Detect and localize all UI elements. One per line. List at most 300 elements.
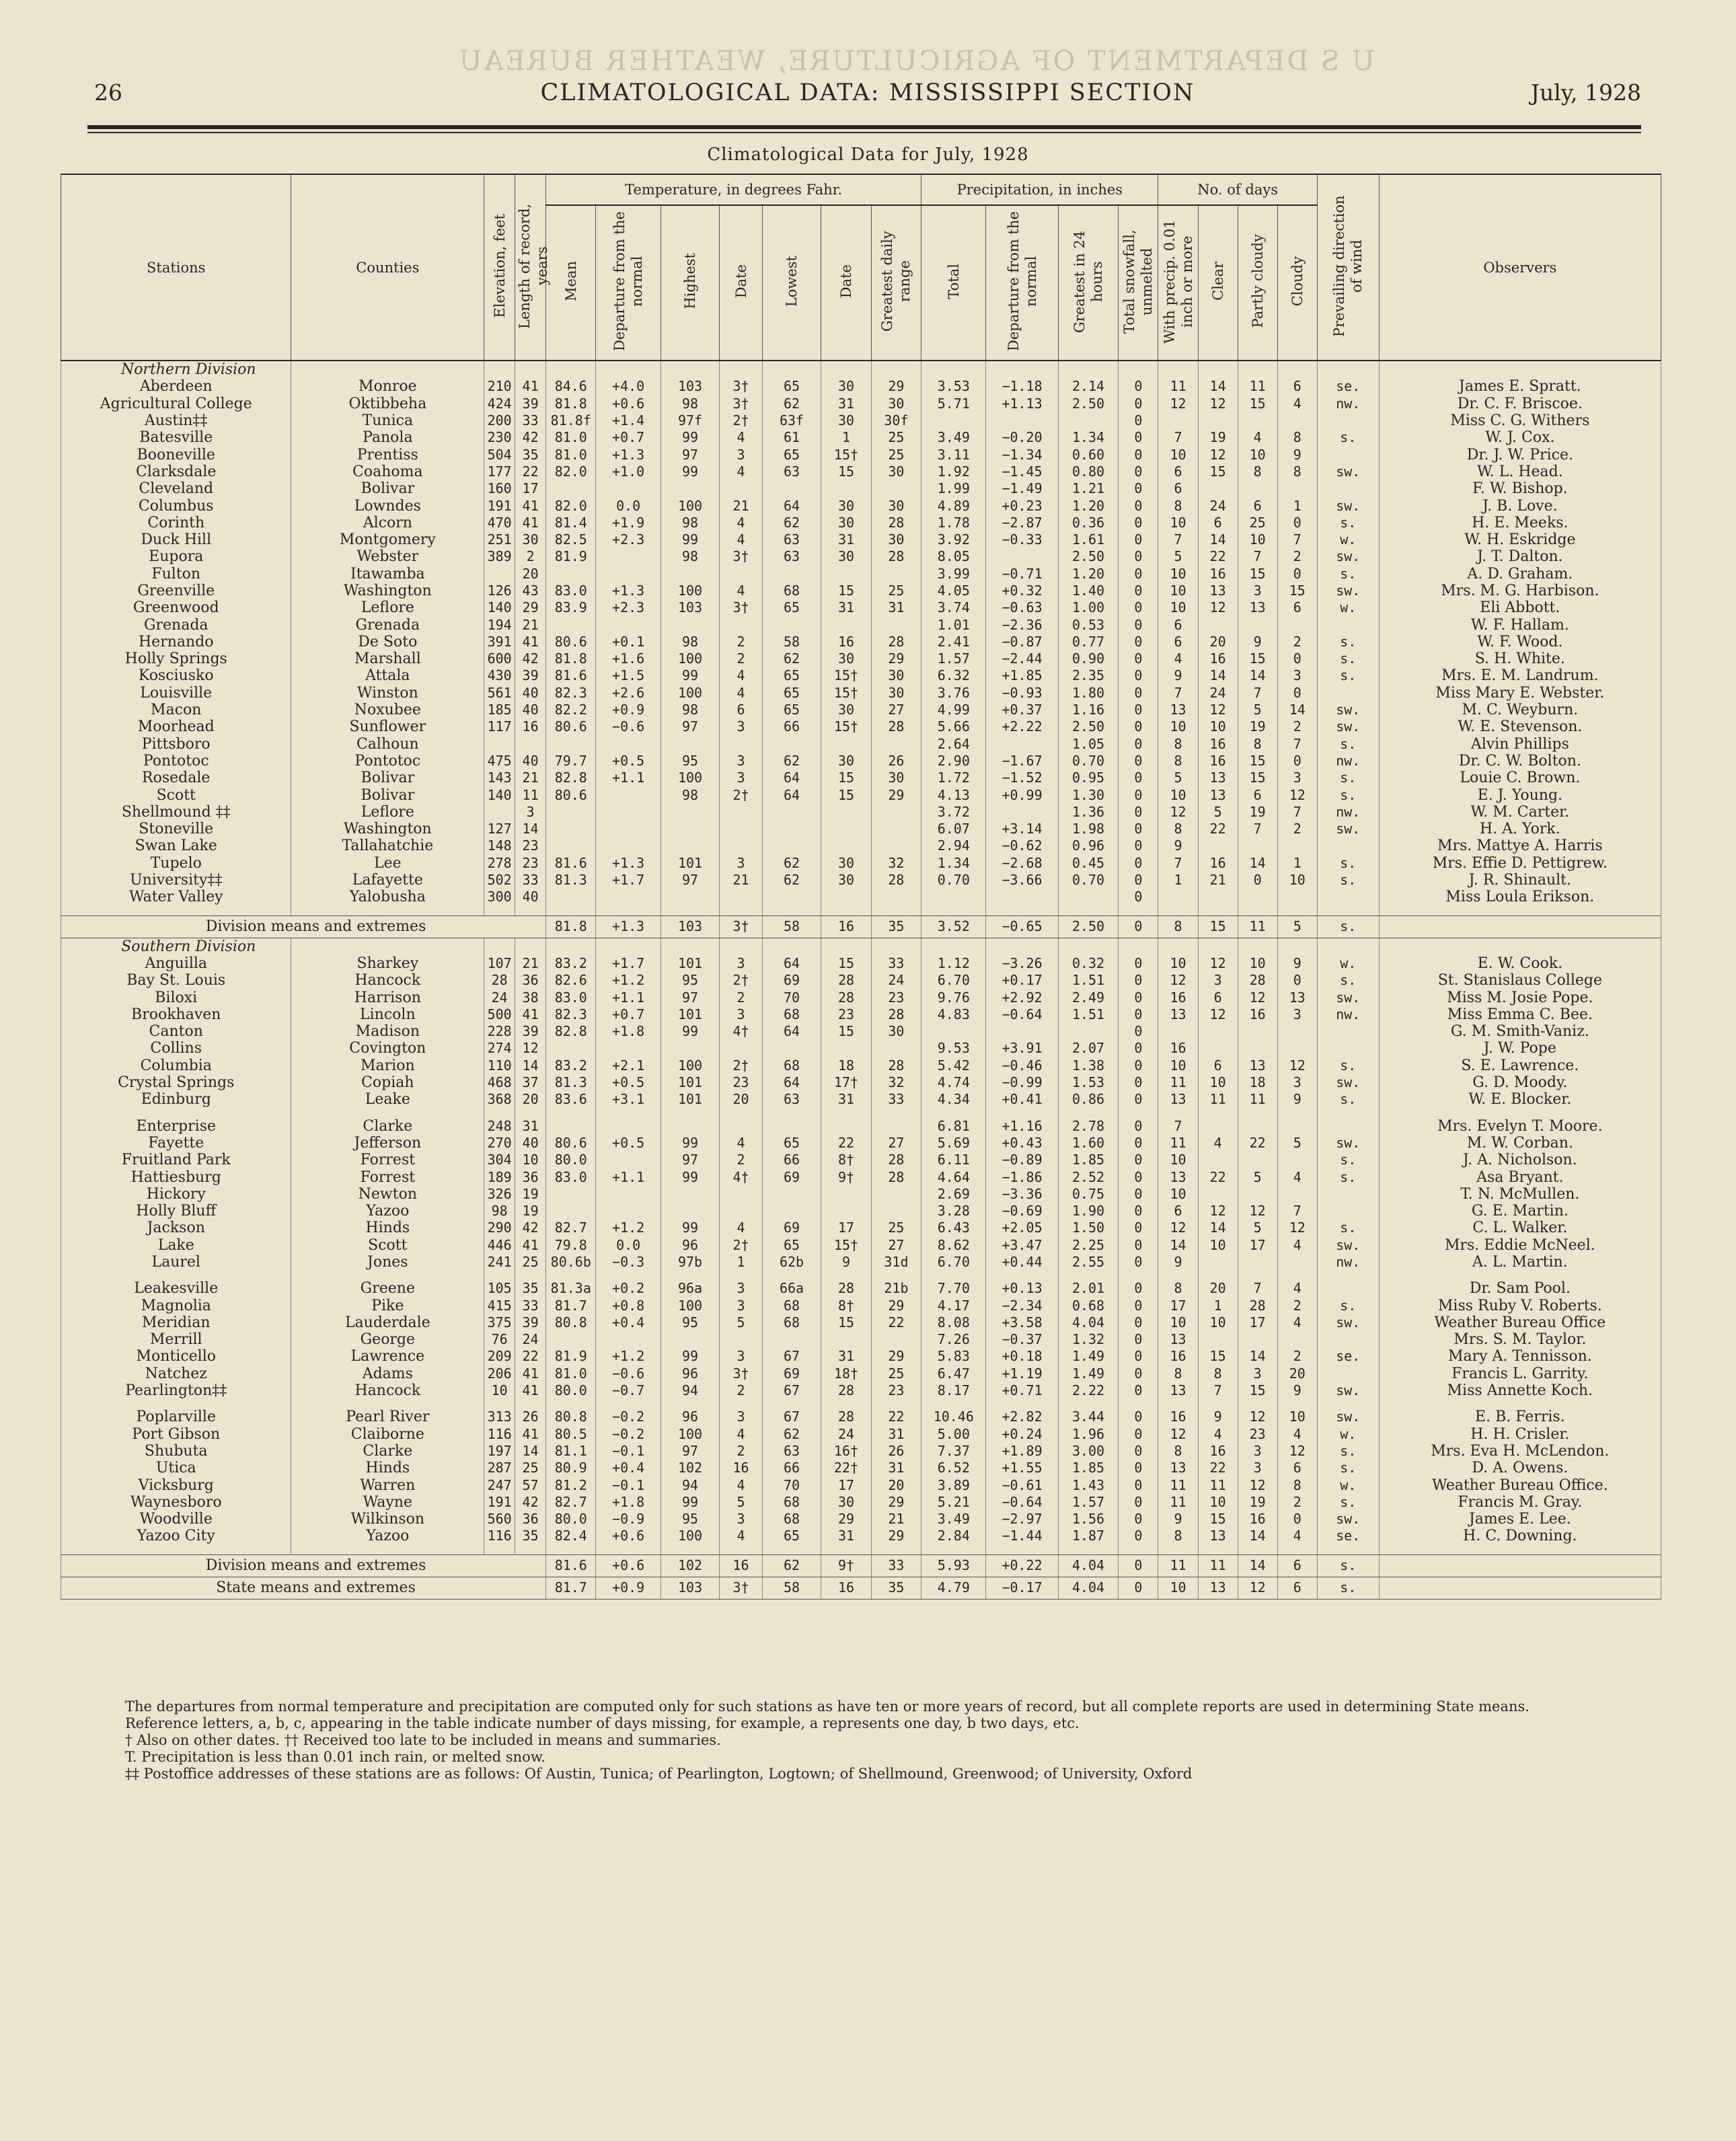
temp-highest: 101 <box>661 1006 720 1023</box>
wind-direction: w. <box>1317 531 1379 548</box>
temp-highest <box>661 1186 720 1203</box>
elevation: 287 <box>484 1460 515 1476</box>
days-clear: 16 <box>1198 650 1238 667</box>
temp-mean: 82.8 <box>546 769 596 786</box>
observer-name: W. E. Stevenson. <box>1379 718 1661 735</box>
col-clear: Clear <box>1209 262 1226 301</box>
spacer-row <box>61 1399 1661 1408</box>
county-name: Hinds <box>291 1460 484 1476</box>
temp-highest <box>661 1331 720 1348</box>
temp-lowest: 65 <box>762 378 821 395</box>
days-clear: 19 <box>1198 429 1238 446</box>
elevation: 470 <box>484 515 515 531</box>
days-cloudy: 5 <box>1277 915 1317 938</box>
temp-lowest: 63f <box>762 412 821 429</box>
days-cloudy: 3 <box>1277 769 1317 786</box>
station-name: Enterprise <box>61 1117 291 1134</box>
days-precip: 11 <box>1158 1135 1198 1152</box>
daily-range: 31 <box>871 599 921 616</box>
temp-departure: −0.9 <box>596 1511 661 1528</box>
days-partly-cloudy: 13 <box>1238 1057 1277 1074</box>
days-cloudy: 14 <box>1277 702 1317 718</box>
col-wind: Prevailing direction of wind <box>1331 194 1365 337</box>
elevation: 415 <box>484 1297 515 1314</box>
wind-direction <box>1317 1186 1379 1203</box>
temp-highest: 98 <box>661 634 720 650</box>
date-highest: 2 <box>720 989 762 1006</box>
observer-name: Mrs. Eddie McNeel. <box>1379 1237 1661 1254</box>
days-cloudy: 0 <box>1277 753 1317 769</box>
days-cloudy: 9 <box>1277 955 1317 972</box>
temp-lowest <box>762 804 821 821</box>
date-highest: 2 <box>720 634 762 650</box>
elevation: 446 <box>484 1237 515 1254</box>
days-partly-cloudy <box>1238 480 1277 497</box>
station-row <box>61 1443 1661 1460</box>
temp-highest: 98 <box>661 548 720 565</box>
precip-departure: +0.24 <box>986 1426 1058 1443</box>
elevation: 230 <box>484 429 515 446</box>
days-partly-cloudy: 14 <box>1238 1554 1277 1577</box>
days-clear: 13 <box>1198 786 1238 803</box>
days-precip: 13 <box>1158 1006 1198 1023</box>
days-cloudy: 12 <box>1277 786 1317 803</box>
days-partly-cloudy <box>1238 1331 1277 1348</box>
temp-mean: 82.0 <box>546 497 596 514</box>
division-label: Southern Division <box>61 938 291 955</box>
days-partly-cloudy <box>1238 837 1277 854</box>
date-highest: 21 <box>720 872 762 889</box>
county-name: Panola <box>291 429 484 446</box>
days-precip: 7 <box>1158 429 1198 446</box>
precip-total: 2.69 <box>921 1186 986 1203</box>
wind-direction <box>1317 1023 1379 1040</box>
station-row <box>61 989 1661 1006</box>
station-row <box>61 804 1661 821</box>
days-partly-cloudy: 7 <box>1238 1280 1277 1297</box>
record-years: 33 <box>515 412 546 429</box>
precip-total <box>921 1023 986 1040</box>
col-precip-days: With precip. 0.01 inch or more <box>1161 219 1195 344</box>
precip-greatest-24h: 3.00 <box>1058 1443 1119 1460</box>
temp-highest: 96 <box>661 1237 720 1254</box>
temp-mean <box>546 837 596 854</box>
observer-name: W. L. Head. <box>1379 463 1661 480</box>
date-lowest: 15† <box>821 685 871 702</box>
precip-departure: −0.33 <box>986 531 1058 548</box>
temp-departure <box>596 616 661 633</box>
station-name: Clarksdale <box>61 463 291 480</box>
days-partly-cloudy: 5 <box>1238 1168 1277 1185</box>
date-lowest: 22† <box>821 1460 871 1476</box>
county-name: Washington <box>291 583 484 599</box>
snowfall: 0 <box>1119 1314 1158 1331</box>
days-cloudy: 3 <box>1277 1006 1317 1023</box>
group-precipitation: Precipitation, in inches <box>921 174 1158 205</box>
days-precip: 10 <box>1158 1152 1198 1168</box>
daily-range: 26 <box>871 1443 921 1460</box>
daily-range <box>871 736 921 753</box>
wind-direction <box>1317 1280 1379 1297</box>
county-name: Yazoo <box>291 1203 484 1219</box>
days-clear: 12 <box>1198 702 1238 718</box>
date-highest: 3 <box>720 446 762 463</box>
northern-means-body <box>61 906 1661 938</box>
temp-mean: 80.0 <box>546 1382 596 1399</box>
col-precip-departure: Departure from the normal <box>1005 211 1039 351</box>
days-partly-cloudy: 10 <box>1238 955 1277 972</box>
county-name: Pontotoc <box>291 753 484 769</box>
days-cloudy <box>1277 480 1317 497</box>
temp-lowest: 64 <box>762 1023 821 1040</box>
station-row <box>61 515 1661 531</box>
precip-departure: +0.41 <box>986 1091 1058 1108</box>
division-heading-row <box>61 361 1661 378</box>
temp-mean: 84.6 <box>546 378 596 395</box>
precip-greatest-24h: 0.36 <box>1058 515 1119 531</box>
temp-highest <box>661 616 720 633</box>
temp-mean: 83.0 <box>546 583 596 599</box>
station-name: Leakesville <box>61 1280 291 1297</box>
days-cloudy: 12 <box>1277 1057 1317 1074</box>
date-lowest: 30 <box>821 650 871 667</box>
precip-greatest-24h: 0.60 <box>1058 446 1119 463</box>
days-partly-cloudy <box>1238 412 1277 429</box>
days-cloudy: 0 <box>1277 515 1317 531</box>
elevation: 107 <box>484 955 515 972</box>
precip-total: 2.84 <box>921 1528 986 1544</box>
days-cloudy <box>1277 616 1317 633</box>
temp-departure: −0.3 <box>596 1254 661 1271</box>
record-years: 21 <box>515 616 546 633</box>
temp-lowest: 69 <box>762 972 821 989</box>
elevation: 241 <box>484 1254 515 1271</box>
station-row <box>61 1091 1661 1108</box>
temp-highest: 94 <box>661 1382 720 1399</box>
state-means-body <box>61 1577 1661 1599</box>
observer-name: Mrs. Mattye A. Harris <box>1379 837 1661 854</box>
temp-departure: 0.0 <box>596 1237 661 1254</box>
temp-mean <box>546 1186 596 1203</box>
days-precip: 12 <box>1158 396 1198 412</box>
days-partly-cloudy: 3 <box>1238 1443 1277 1460</box>
elevation: 290 <box>484 1219 515 1236</box>
snowfall: 0 <box>1119 1577 1158 1599</box>
days-clear <box>1198 1331 1238 1348</box>
precip-departure: −0.63 <box>986 599 1058 616</box>
record-years: 35 <box>515 446 546 463</box>
precip-greatest-24h: 2.25 <box>1058 1237 1119 1254</box>
temp-departure: +1.3 <box>596 855 661 872</box>
precip-greatest-24h: 2.01 <box>1058 1280 1119 1297</box>
temp-departure: +0.7 <box>596 1006 661 1023</box>
date-highest: 4 <box>720 667 762 684</box>
wind-direction: s. <box>1317 1297 1379 1314</box>
temp-departure: +0.5 <box>596 753 661 769</box>
days-partly-cloudy: 12 <box>1238 1476 1277 1493</box>
precip-departure <box>986 548 1058 565</box>
days-precip: 8 <box>1158 1443 1198 1460</box>
station-row <box>61 1297 1661 1314</box>
days-clear: 4 <box>1198 1426 1238 1443</box>
snowfall: 0 <box>1119 1186 1158 1203</box>
wind-direction: w. <box>1317 1426 1379 1443</box>
days-clear: 16 <box>1198 1443 1238 1460</box>
temp-highest: 96 <box>661 1365 720 1382</box>
precip-total: 6.32 <box>921 667 986 684</box>
temp-highest: 103 <box>661 915 720 938</box>
temp-lowest: 64 <box>762 769 821 786</box>
date-lowest: 28 <box>821 972 871 989</box>
temp-departure: +1.1 <box>596 769 661 786</box>
daily-range: 30 <box>871 1023 921 1040</box>
daily-range: 30 <box>871 531 921 548</box>
record-years: 22 <box>515 1348 546 1365</box>
temp-mean: 82.3 <box>546 685 596 702</box>
observer-name: James E. Spratt. <box>1379 378 1661 395</box>
days-cloudy <box>1277 1023 1317 1040</box>
precip-departure: +0.44 <box>986 1254 1058 1271</box>
record-years: 24 <box>515 1331 546 1348</box>
days-clear <box>1198 1152 1238 1168</box>
days-precip: 8 <box>1158 736 1198 753</box>
observer-name: J. B. Love. <box>1379 497 1661 514</box>
temp-departure <box>596 889 661 905</box>
station-row <box>61 634 1661 650</box>
daily-range <box>871 837 921 854</box>
col-cloudy: Cloudy <box>1289 256 1306 307</box>
snowfall: 0 <box>1119 599 1158 616</box>
days-cloudy: 3 <box>1277 667 1317 684</box>
observer-name: S. H. White. <box>1379 650 1661 667</box>
date-lowest: 17 <box>821 1219 871 1236</box>
temp-mean: 80.6 <box>546 634 596 650</box>
bleed-through-text: U S DEPARTMENT OF AGRICULTURE, WEATHER BUREAU <box>457 46 1375 77</box>
station-row <box>61 1408 1661 1425</box>
temp-lowest: 69 <box>762 1168 821 1185</box>
precip-departure: +0.99 <box>986 786 1058 803</box>
date-highest: 4 <box>720 463 762 480</box>
record-years: 3 <box>515 804 546 821</box>
days-precip: 11 <box>1158 1494 1198 1511</box>
station-row <box>61 480 1661 497</box>
temp-lowest: 66 <box>762 1460 821 1476</box>
temp-mean <box>546 480 596 497</box>
wind-direction <box>1317 1203 1379 1219</box>
precip-greatest-24h: 0.70 <box>1058 753 1119 769</box>
temp-departure <box>596 1117 661 1134</box>
station-name: Monticello <box>61 1348 291 1365</box>
days-cloudy <box>1277 412 1317 429</box>
observer-name: Weather Bureau Office. <box>1379 1476 1661 1493</box>
precip-greatest-24h: 2.14 <box>1058 378 1119 395</box>
days-precip: 6 <box>1158 480 1198 497</box>
days-partly-cloudy: 16 <box>1238 1511 1277 1528</box>
snowfall: 0 <box>1119 1554 1158 1577</box>
precip-departure: +0.18 <box>986 1348 1058 1365</box>
temp-mean: 83.2 <box>546 955 596 972</box>
station-name: Crystal Springs <box>61 1074 291 1091</box>
snowfall: 0 <box>1119 753 1158 769</box>
station-name: Aberdeen <box>61 378 291 395</box>
wind-direction: nw. <box>1317 804 1379 821</box>
days-precip: 1 <box>1158 872 1198 889</box>
date-lowest <box>821 804 871 821</box>
temp-lowest: 65 <box>762 685 821 702</box>
daily-range: 32 <box>871 1074 921 1091</box>
date-highest: 4 <box>720 1476 762 1493</box>
snowfall: 0 <box>1119 515 1158 531</box>
observer-name: Miss Ruby V. Roberts. <box>1379 1297 1661 1314</box>
daily-range <box>871 1186 921 1203</box>
temp-departure: +1.0 <box>596 463 661 480</box>
wind-direction: sw. <box>1317 821 1379 837</box>
date-highest: 3 <box>720 1511 762 1528</box>
observer-name: Alvin Phillips <box>1379 736 1661 753</box>
elevation: 110 <box>484 1057 515 1074</box>
record-years: 40 <box>515 702 546 718</box>
precip-greatest-24h <box>1058 889 1119 905</box>
days-clear <box>1198 412 1238 429</box>
elevation: 502 <box>484 872 515 889</box>
record-years: 10 <box>515 1152 546 1168</box>
precip-greatest-24h: 2.07 <box>1058 1040 1119 1057</box>
days-precip: 10 <box>1158 515 1198 531</box>
days-clear: 12 <box>1198 446 1238 463</box>
date-highest: 3† <box>720 1365 762 1382</box>
temp-highest: 102 <box>661 1554 720 1577</box>
days-precip: 7 <box>1158 855 1198 872</box>
precip-departure: +3.58 <box>986 1314 1058 1331</box>
days-clear: 10 <box>1198 1314 1238 1331</box>
days-cloudy: 4 <box>1277 1237 1317 1254</box>
temp-mean: 82.2 <box>546 702 596 718</box>
precip-greatest-24h: 2.49 <box>1058 989 1119 1006</box>
precip-departure: −3.36 <box>986 1186 1058 1203</box>
record-years: 41 <box>515 1237 546 1254</box>
temp-mean: 81.0 <box>546 1365 596 1382</box>
station-name: Waynesboro <box>61 1494 291 1511</box>
temp-lowest: 58 <box>762 1577 821 1599</box>
date-highest <box>720 616 762 633</box>
snowfall: 0 <box>1119 1006 1158 1023</box>
days-partly-cloudy <box>1238 1152 1277 1168</box>
temp-departure: +0.6 <box>596 396 661 412</box>
temp-lowest: 69 <box>762 1365 821 1382</box>
days-partly-cloudy <box>1238 1186 1277 1203</box>
temp-highest: 103 <box>661 1577 720 1599</box>
elevation: 148 <box>484 837 515 854</box>
precip-greatest-24h: 4.04 <box>1058 1554 1119 1577</box>
date-highest: 2† <box>720 1237 762 1254</box>
station-name: Columbus <box>61 497 291 514</box>
days-partly-cloudy: 11 <box>1238 378 1277 395</box>
date-lowest: 30 <box>821 855 871 872</box>
county-name: Clarke <box>291 1443 484 1460</box>
county-name: Bolivar <box>291 480 484 497</box>
days-cloudy: 7 <box>1277 1203 1317 1219</box>
precip-greatest-24h: 0.70 <box>1058 872 1119 889</box>
precip-departure: +0.37 <box>986 702 1058 718</box>
temp-highest: 100 <box>661 769 720 786</box>
days-cloudy <box>1277 837 1317 854</box>
temp-departure: +1.1 <box>596 1168 661 1185</box>
spacer-row <box>61 1108 1661 1117</box>
county-name: Lauderdale <box>291 1314 484 1331</box>
temp-lowest: 65 <box>762 1528 821 1544</box>
days-clear: 12 <box>1198 396 1238 412</box>
precip-greatest-24h: 1.50 <box>1058 1219 1119 1236</box>
daily-range <box>871 1040 921 1057</box>
station-row <box>61 1426 1661 1443</box>
days-clear: 20 <box>1198 1280 1238 1297</box>
precip-departure: −1.86 <box>986 1168 1058 1185</box>
temp-lowest: 62 <box>762 1554 821 1577</box>
days-precip <box>1158 889 1198 905</box>
elevation: 248 <box>484 1117 515 1134</box>
record-years <box>515 736 546 753</box>
county-name: Pike <box>291 1297 484 1314</box>
temp-highest: 97 <box>661 1443 720 1460</box>
temp-highest: 101 <box>661 855 720 872</box>
days-partly-cloudy <box>1238 616 1277 633</box>
observer-name: Miss Mary E. Webster. <box>1379 685 1661 702</box>
precip-total: 6.11 <box>921 1152 986 1168</box>
precip-greatest-24h: 1.80 <box>1058 685 1119 702</box>
col-temp-departure: Departure from the normal <box>611 211 646 351</box>
temp-highest: 94 <box>661 1476 720 1493</box>
station-row <box>61 1057 1661 1074</box>
wind-direction: sw. <box>1317 1314 1379 1331</box>
precip-total: 5.71 <box>921 396 986 412</box>
wind-direction: w. <box>1317 955 1379 972</box>
station-row <box>61 889 1661 905</box>
snowfall: 0 <box>1119 1426 1158 1443</box>
wind-direction <box>1317 685 1379 702</box>
daily-range: 28 <box>871 718 921 735</box>
snowfall: 0 <box>1119 1280 1158 1297</box>
record-years: 40 <box>515 753 546 769</box>
date-highest: 3 <box>720 1006 762 1023</box>
precip-greatest-24h: 1.20 <box>1058 497 1119 514</box>
elevation: 191 <box>484 497 515 514</box>
days-clear: 13 <box>1198 1577 1238 1599</box>
temp-departure: +1.3 <box>596 583 661 599</box>
county-name: George <box>291 1331 484 1348</box>
date-highest: 3† <box>720 915 762 938</box>
temp-highest: 99 <box>661 1348 720 1365</box>
daily-range <box>871 616 921 633</box>
days-cloudy <box>1277 1186 1317 1203</box>
temp-lowest: 67 <box>762 1382 821 1399</box>
elevation: 127 <box>484 821 515 837</box>
county-name: Clarke <box>291 1117 484 1134</box>
date-highest: 2 <box>720 1152 762 1168</box>
precip-greatest-24h: 1.05 <box>1058 736 1119 753</box>
days-partly-cloudy: 19 <box>1238 804 1277 821</box>
wind-direction: s. <box>1317 786 1379 803</box>
temp-lowest: 65 <box>762 1237 821 1254</box>
temp-highest: 98 <box>661 396 720 412</box>
daily-range: 31d <box>871 1254 921 1271</box>
days-partly-cloudy: 14 <box>1238 1348 1277 1365</box>
date-lowest <box>821 1331 871 1348</box>
daily-range <box>871 566 921 583</box>
observer-name: W. M. Carter. <box>1379 804 1661 821</box>
temp-mean: 81.6 <box>546 855 596 872</box>
snowfall: 0 <box>1119 1040 1158 1057</box>
days-clear: 5 <box>1198 804 1238 821</box>
